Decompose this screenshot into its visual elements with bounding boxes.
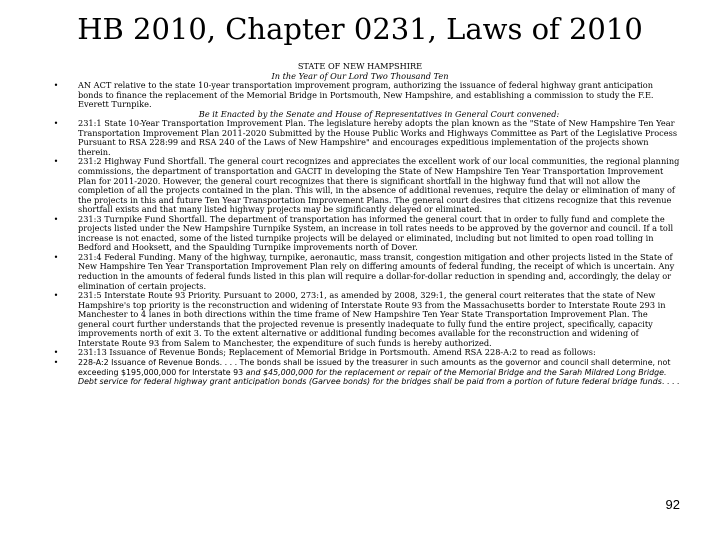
paragraph-text: 231:3 Turnpike Fund Shortfall. The department of transportation has informed the general court that in order to fully fund and complete the projects listed under the New Hampshire Turnpike System, an increase in toll rates needs to be approved by the governor and council. If a toll increase is not enacted, some of the listed turnpike projects will be delayed or eliminated, including but not limited to open road tolling in Bedford and Hooksett, and the Spaulding Turnpike improvements north of Dover. bbox=[78, 213, 674, 253]
enacting-clause: Be it Enacted by the Senate and House of Representatives in General Court convened: bbox=[198, 108, 560, 119]
bullet-icon: • bbox=[53, 357, 59, 367]
paragraph-231-1 bbox=[40, 119, 680, 157]
year-line: In the Year of Our Lord Two Thousand Ten bbox=[271, 70, 449, 81]
document-body bbox=[40, 62, 680, 387]
paragraph-text: 231:1 State 10-Year Transportation Improvement Plan. The legislature hereby adopts the plan known as the "State of New Hampshire Ten Year Transportation Improvement Plan 2011-2020 Submitted by the House Public Works and Highways Committee as Part of the Legislative Process Pursuant to RSA 228:99 and RSA 240 of the Laws of New Hampshire" and encourages expeditious implementation of the projects shown therein. bbox=[78, 118, 678, 157]
bullet-icon: • bbox=[53, 348, 59, 358]
paragraph-text: 231:5 Interstate Route 93 Priority. Pursuant to 2000, 273:1, as amended by 2008, 329:1, the general court reiterates that the state of New Hampshire's top priority is the reconstruction and widening of Interstate Route 93 from the Massachusetts border to Interstate Route 293 in Manchester to 4 lanes in both directions within the time frame of New Hampshire Ten Year State Transportation Improvement Plan. The general court further understands that the projected revenue is presently inadequate to fully fund the entire project, specifically, capacity improvements north of exit 3. To the extent alternative or additional funding becomes available for the reconstruction and widening of Interstate Route 93 from Salem to Manchester, the expenditure of such funds is hereby authorized. bbox=[78, 290, 666, 348]
paragraph-text: 231:13 Issuance of Revenue Bonds; Replacement of Memorial Bridge in Portsmouth. Amend RSA 228-A:2 to read as follows: bbox=[78, 347, 596, 358]
bullet-icon: • bbox=[53, 157, 59, 167]
act-text: AN ACT relative to the state 10-year transportation improvement program, authorizing the issuance of federal highway grant anticipation bonds to finance the replacement of the Memorial Bridge in Portsmouth, New Hampshire, and establishing a commission to study the F.E. Everett Turnpike. bbox=[78, 80, 654, 110]
bullet-icon: • bbox=[53, 119, 59, 129]
paragraph-231-4 bbox=[40, 253, 680, 291]
bullet-icon: • bbox=[53, 214, 59, 224]
paragraph-text: 231:4 Federal Funding. Many of the highway, turnpike, aeronautic, mass transit, congestion mitigation and other projects listed in the State of New Hampshire Ten Year Transportation Improvement Plan rely on differing amounts of federal funding, the receipt of which is uncertain. Any reduction in the amounts of federal funds listed in this plan will require a dollar-for-dollar reduction in spending and, accordingly, the delay or elimination of certain projects. bbox=[78, 251, 675, 291]
paragraph-231-3 bbox=[40, 215, 680, 253]
paragraph-231-2 bbox=[40, 157, 680, 214]
paragraph-231-5 bbox=[40, 291, 680, 348]
state-header: STATE OF NEW HAMPSHIRE bbox=[297, 61, 423, 71]
slide-title: HB 2010, Chapter 0231, Laws of 2010 bbox=[77, 12, 643, 46]
paragraph-228-a-2 bbox=[40, 358, 680, 387]
rsa-amended-text: and $45,000,000 for the replacement or repair of the Memorial Bridge and the Sarah Mildred Long Bridge. Debt service for federal highway grant anticipation bonds (Garvee bonds) for the bridges shall be paid from a portion of future federal bridge funds bbox=[78, 367, 667, 387]
bullet-icon: • bbox=[53, 252, 59, 262]
paragraph-text: 231:2 Highway Fund Shortfall. The general court recognizes and appreciates the excellent work of our local communities, the regional planning commissions, the department of transportation and GACIT in developing the State of New Hampshire Ten Year Transportation Improvement Plan for 2011-2020. However, the general court recognizes that there is significant shortfall in the highway fund that will not allow the completion of all the projects contained in the plan. This will, in the absence of additional revenues, require the delay or elimination of many of the projects in this and future Ten Year Transportation Improvement Plans. The general court desires that citizens recognize that this revenue shortfall exists and that many listed highway projects may be significantly delayed or eliminated. bbox=[78, 156, 680, 215]
page-number: 92 bbox=[665, 497, 680, 512]
rsa-plain-text: 228-A:2 Issuance of Revenue Bonds. . . . The bonds shall be issued by the treasurer in such amounts as the governor and council shall determine, not exceeding $195,000,000 for Interstate 93 bbox=[78, 357, 671, 377]
paragraph-231-13 bbox=[40, 348, 680, 358]
rsa-ellipsis: . . . . bbox=[661, 377, 680, 387]
bullet-icon: • bbox=[53, 291, 59, 301]
bullet-icon: • bbox=[53, 81, 59, 91]
paragraph-act bbox=[40, 81, 680, 119]
